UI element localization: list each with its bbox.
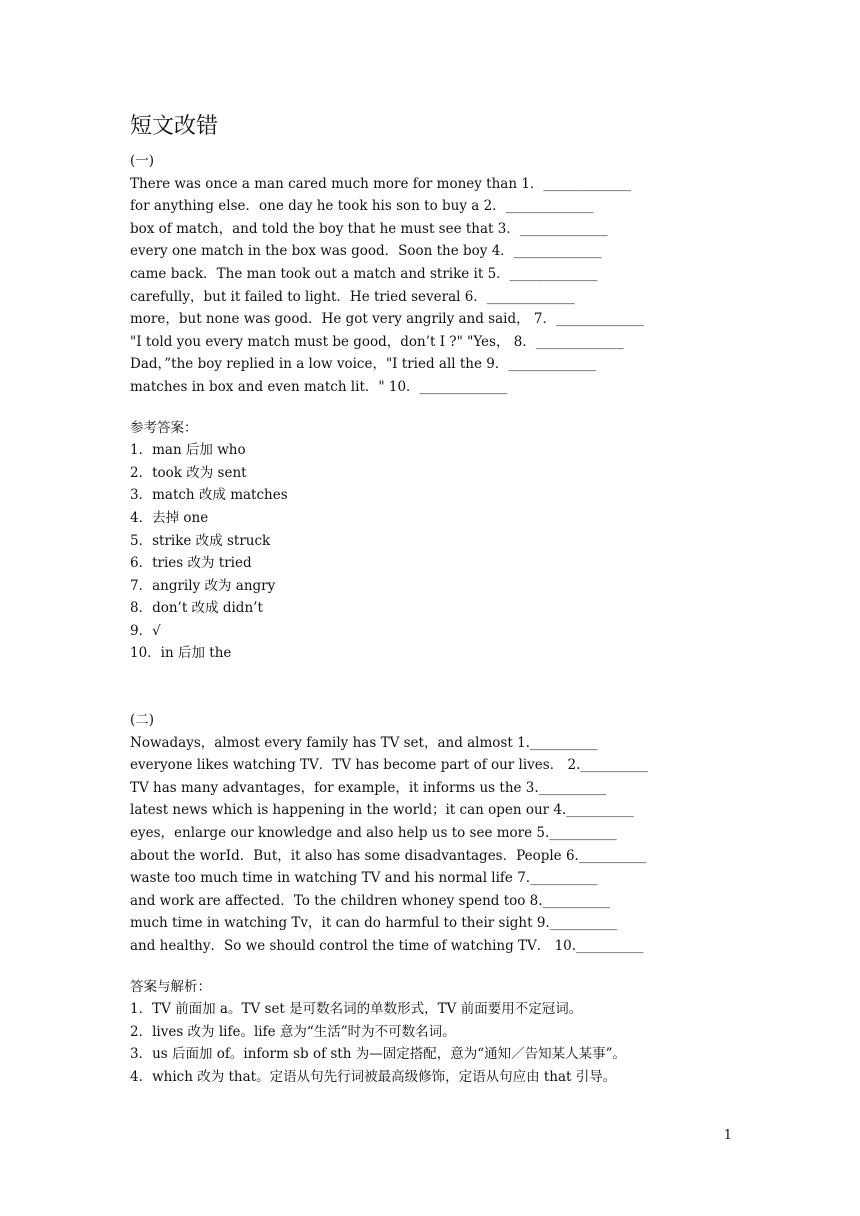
exercise-line: much time in watching Tv，it can do harmful to their sight 9.__________ (130, 915, 618, 932)
section-one (130, 150, 730, 665)
exercise-line: more，but none was good．He got very angrily and said， 7．_____________ (130, 311, 644, 328)
answer-line: 3．match 改成 matches (130, 487, 288, 504)
exercise-line: latest news which is happening in the world；it can open our 4.__________ (130, 802, 634, 819)
exercise-line: box of match，and told the boy that he must see that 3．_____________ (130, 220, 608, 237)
page-number: 1 (723, 1128, 732, 1143)
exercise-line: Nowadays，almost every family has TV set，and almost 1.__________ (130, 734, 598, 751)
answer-line: 1．TV 前面加 a。TV set 是可数名词的单数形式，TV 前面要用不定冠词。 (130, 1001, 583, 1018)
answer-line: 7．angrily 改为 angry (130, 577, 276, 594)
page-title: 短文改错 (130, 114, 219, 139)
answer-line: 9．√ (130, 622, 161, 639)
exercise-line: TV has many advantages，for example，it informs us the 3.__________ (130, 779, 607, 796)
answer-line: 5．strike 改成 struck (130, 532, 271, 549)
answer-heading: 答案与解析： (130, 978, 211, 995)
exercise-line: everyone likes watching TV．TV has become part of our lives． 2.__________ (130, 757, 648, 774)
answer-line: 3．us 后面加 of。inform sb of sth 为—固定搭配，意为“通知／告知某人某事”。 (130, 1046, 627, 1063)
exercise-line: eyes，enlarge our knowledge and also help us to see more 5.__________ (130, 825, 617, 842)
answer-line: 1．man 后加 who (130, 442, 246, 459)
exercise-line: waste too much time in watching TV and his normal life 7.__________ (130, 870, 598, 887)
section-two (130, 709, 730, 1089)
exercise-line: carefully，but it failed to light．He tried several 6．_____________ (130, 288, 575, 305)
answer-heading: 参考答案： (130, 419, 198, 436)
answer-line: 4．which 改为 that。定语从句先行词被最高级修饰，定语从句应由 that 引导。 (130, 1068, 617, 1085)
exercise-line: every one match in the box was good．Soon the boy 4．_____________ (130, 243, 602, 260)
exercise-line: Dad，”the boy replied in a low voice，"I tried all the 9．_____________ (130, 356, 597, 373)
exercise-line: There was once a man cared much more for money than 1．_____________ (130, 175, 632, 192)
answer-line: 8．don’t 改成 didn’t (130, 600, 263, 617)
exercise-line: about the worId．But，it also has some disadvantages．People 6.__________ (130, 847, 647, 864)
answer-line: 2．took 改为 sent (130, 464, 247, 481)
exercise-line: and healthy．So we should control the time of watching TV． 10.__________ (130, 938, 644, 954)
answer-line: 2．lives 改为 life。life 意为“生活”时为不可数名词。 (130, 1023, 456, 1040)
answer-line: 4．去掉 one (130, 509, 209, 526)
exercise-line: matches in box and even match lit．" 10．_____________ (130, 378, 508, 395)
section-label: (二) (130, 712, 155, 729)
exercise-line: came back．The man took out a match and strike it 5．_____________ (130, 265, 598, 282)
exercise-line: for anything else．one day he took his son to buy a 2．_____________ (130, 198, 594, 215)
document-content (130, 112, 730, 1089)
exercise-line: and work are affected．To the children whoney spend too 8.__________ (130, 892, 611, 909)
section-label: (一) (130, 153, 155, 169)
answer-line: 10．in 后加 the (130, 645, 232, 662)
answer-line: 6．tries 改为 tried (130, 555, 252, 572)
exercise-line: "I told you every match must be good，don’t I ?" "Yes， 8．_____________ (130, 333, 624, 350)
